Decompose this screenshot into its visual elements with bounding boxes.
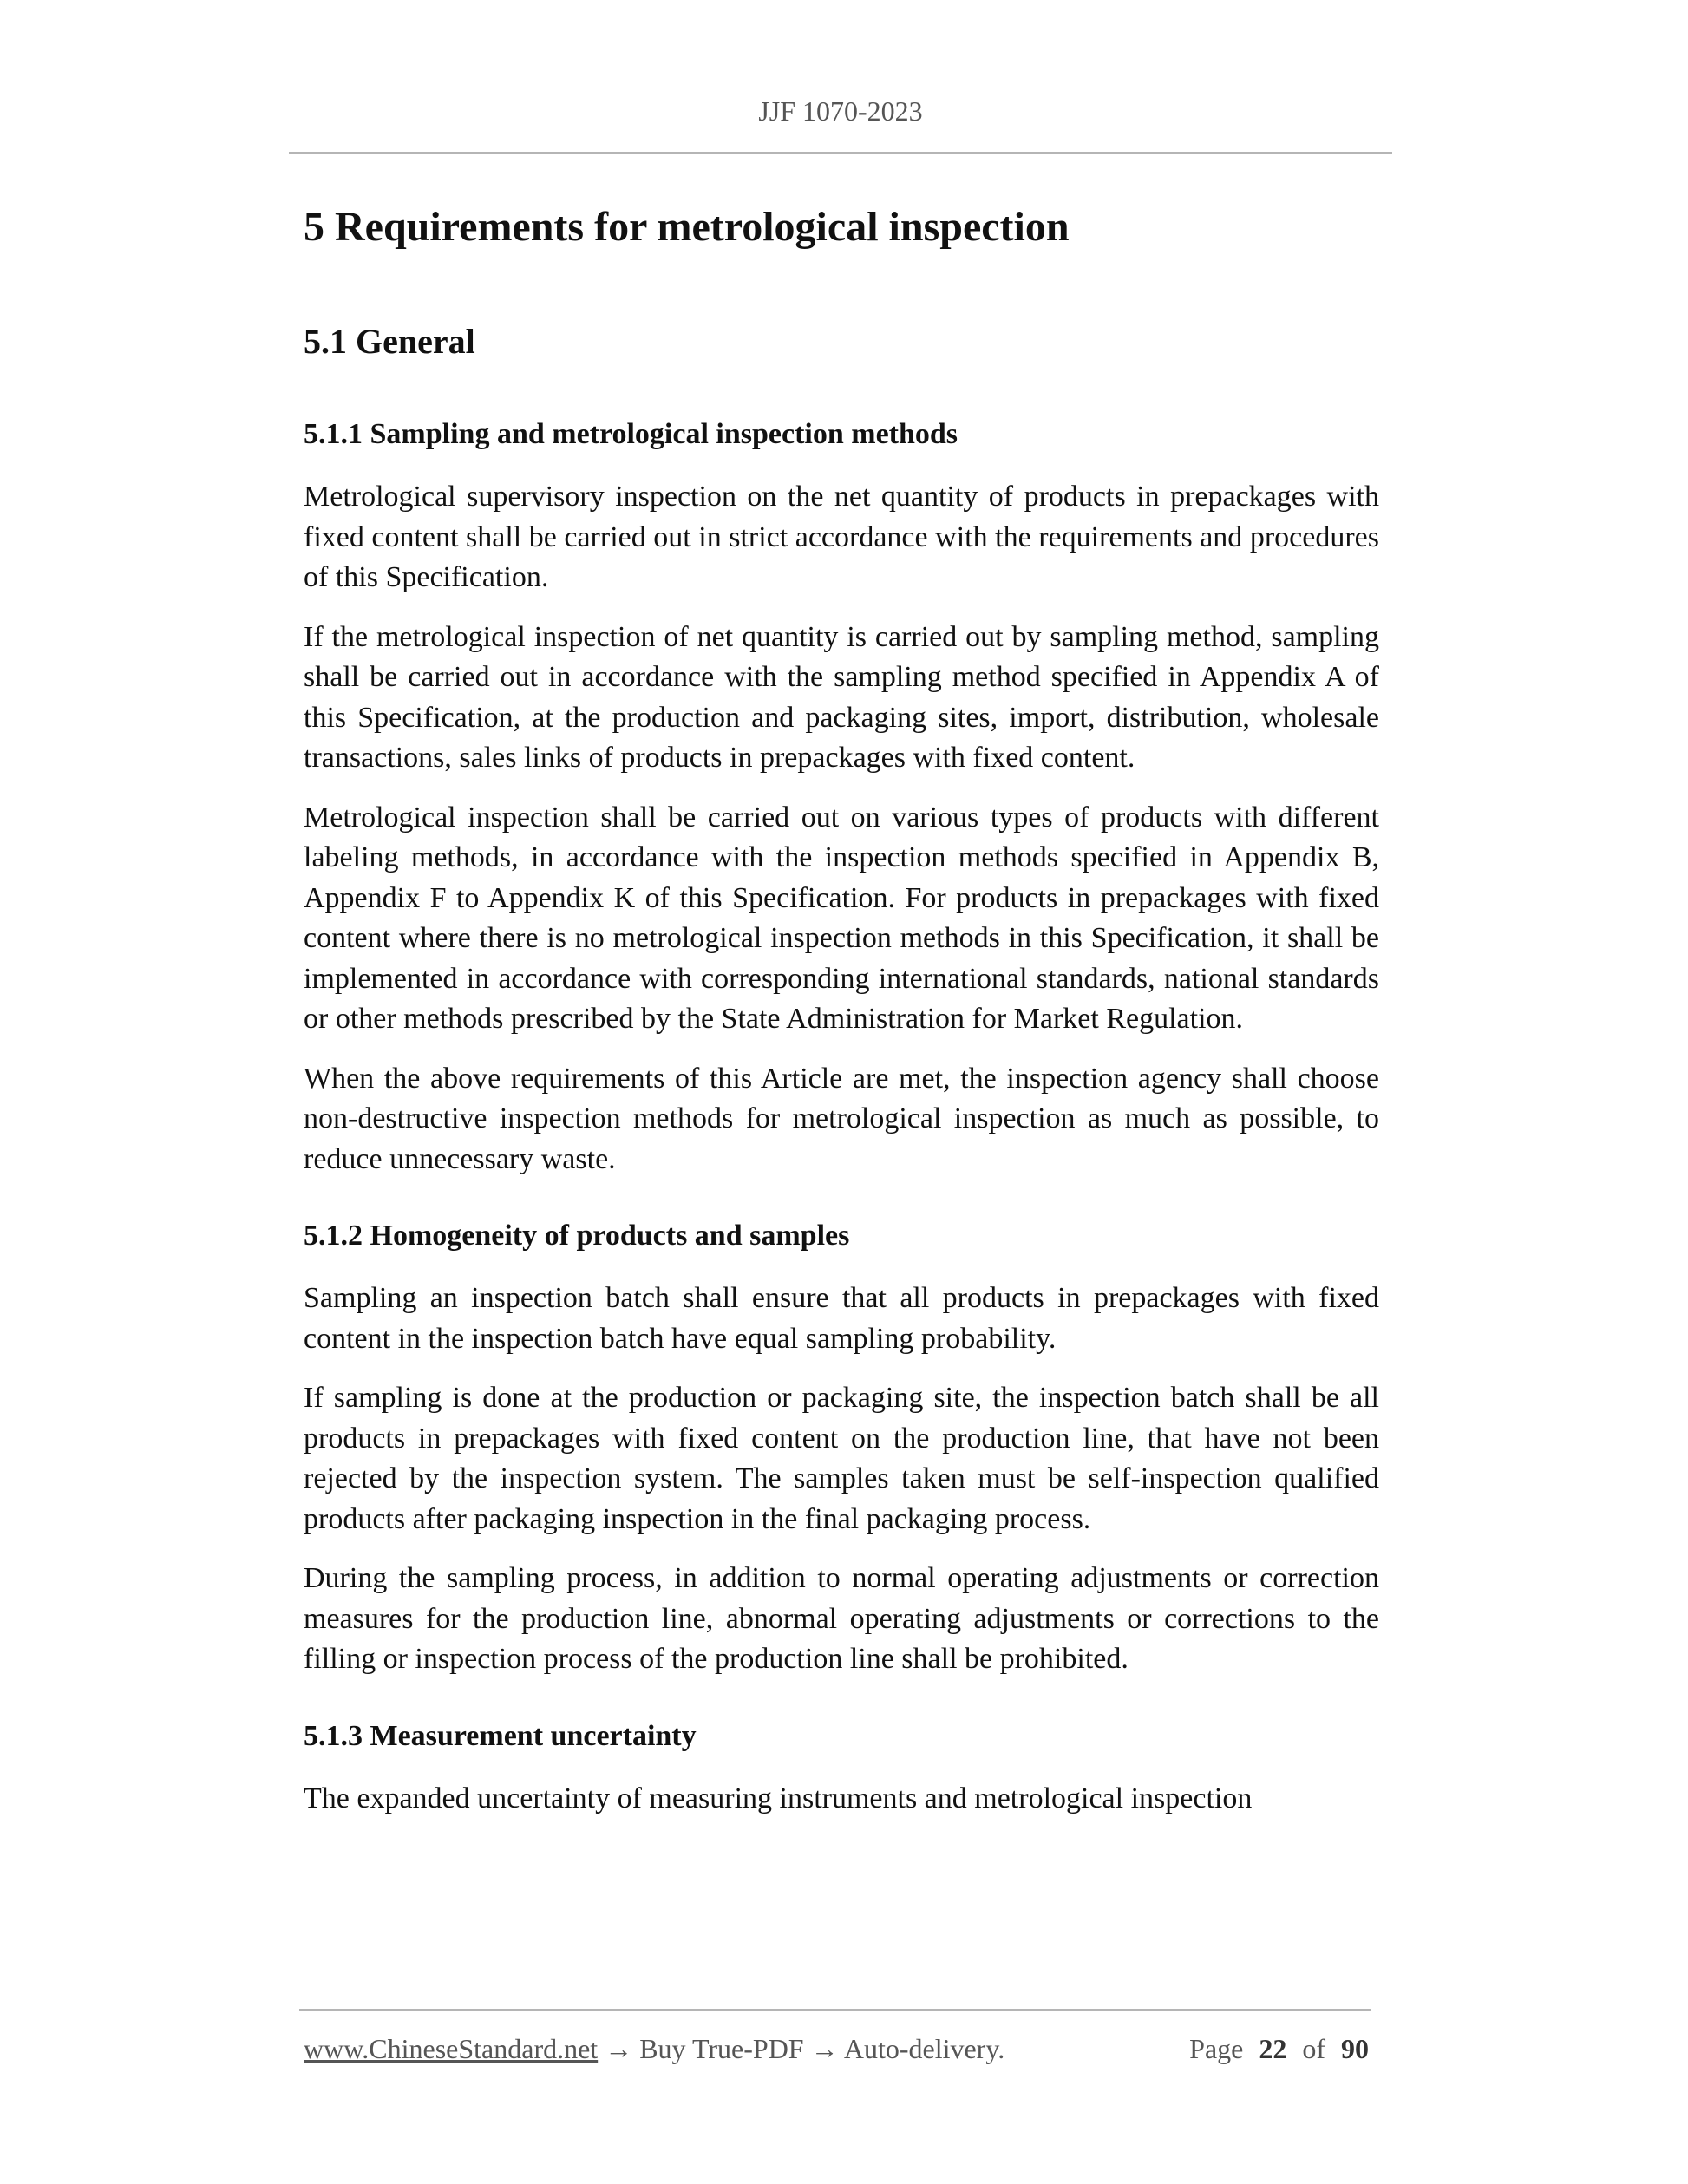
page-total: 90 (1341, 2033, 1369, 2064)
paragraph: The expanded uncertainty of measuring instruments and metrological inspection (304, 1782, 1253, 1815)
page-label: Page (1189, 2033, 1244, 2064)
header-divider (289, 152, 1392, 154)
paragraph: If sampling is done at the production or packaging site, the inspection batch shall be all products in prepackages with fixed content on the production line, that have not been rejected by the inspection system. The samples taken must be self-inspection qualified products after packaging inspection in the final packaging process. (304, 1382, 1379, 1535)
subsection-title-general: 5.1 General (304, 322, 475, 361)
paragraph: Sampling an inspection batch shall ensure that all products in prepackages with fixed content in the inspection batch have equal sampling probability. (304, 1282, 1379, 1355)
paragraph: When the above requirements of this Article are met, the inspection agency shall choose non-destructive inspection methods for metrological inspection as much as possible, to reduce unnecessary waste. (304, 1062, 1379, 1175)
page-content (304, 196, 1379, 1819)
page-indicator (1189, 2031, 1369, 2066)
footer-promo (304, 2031, 1004, 2066)
of-label: of (1302, 2033, 1325, 2064)
section-title: 5 Requirements for metrological inspection (304, 204, 1070, 250)
paragraph: Metrological inspection shall be carried out on various types of products with different labeling methods, in accordance with the inspection methods specified in Appendix B, Appendix F to Appendix K of this Specification. For products in prepackages with fixed content where there is no metrological inspection methods in this Specification, it shall be implemented in accordance with corresponding international standards, national standards or other methods prescribed by the State Administration for Market Regulation. (304, 801, 1379, 1035)
document-code-header: JJF 1070-2023 (758, 95, 923, 127)
paragraph: During the sampling process, in addition to normal operating adjustments or correction measures for the production line, abnormal operating adjustments or corrections to the filling or inspection process of the production line shall be prohibited. (304, 1562, 1379, 1675)
clause-title-homogeneity: 5.1.2 Homogeneity of products and samples (304, 1220, 850, 1252)
arrow-right-icon: → (605, 2033, 633, 2064)
buy-pdf-text: Buy True-PDF (639, 2033, 804, 2064)
page-number: 22 (1259, 2033, 1287, 2064)
paragraph: Metrological supervisory inspection on the net quantity of products in prepackages with fixed content shall be carried out in strict accordance with the requirements and procedures of this Specification. (304, 481, 1379, 593)
paragraph: If the metrological inspection of net quantity is carried out by sampling method, sampling shall be carried out in accordance with the sampling method specified in Appendix A of this Specification, at the production and packaging sites, import, distribution, wholesale transactions, sales links of products in prepackages with fixed content. (304, 620, 1379, 774)
footer-divider (299, 2009, 1371, 2011)
clause-title-measurement-uncertainty: 5.1.3 Measurement uncertainty (304, 1719, 697, 1752)
auto-delivery-text: Auto-delivery. (843, 2033, 1005, 2064)
arrow-right-icon: → (810, 2033, 839, 2064)
clause-title-sampling-methods: 5.1.1 Sampling and metrological inspection methods (304, 418, 958, 450)
site-link[interactable]: www.ChineseStandard.net (304, 2033, 599, 2064)
